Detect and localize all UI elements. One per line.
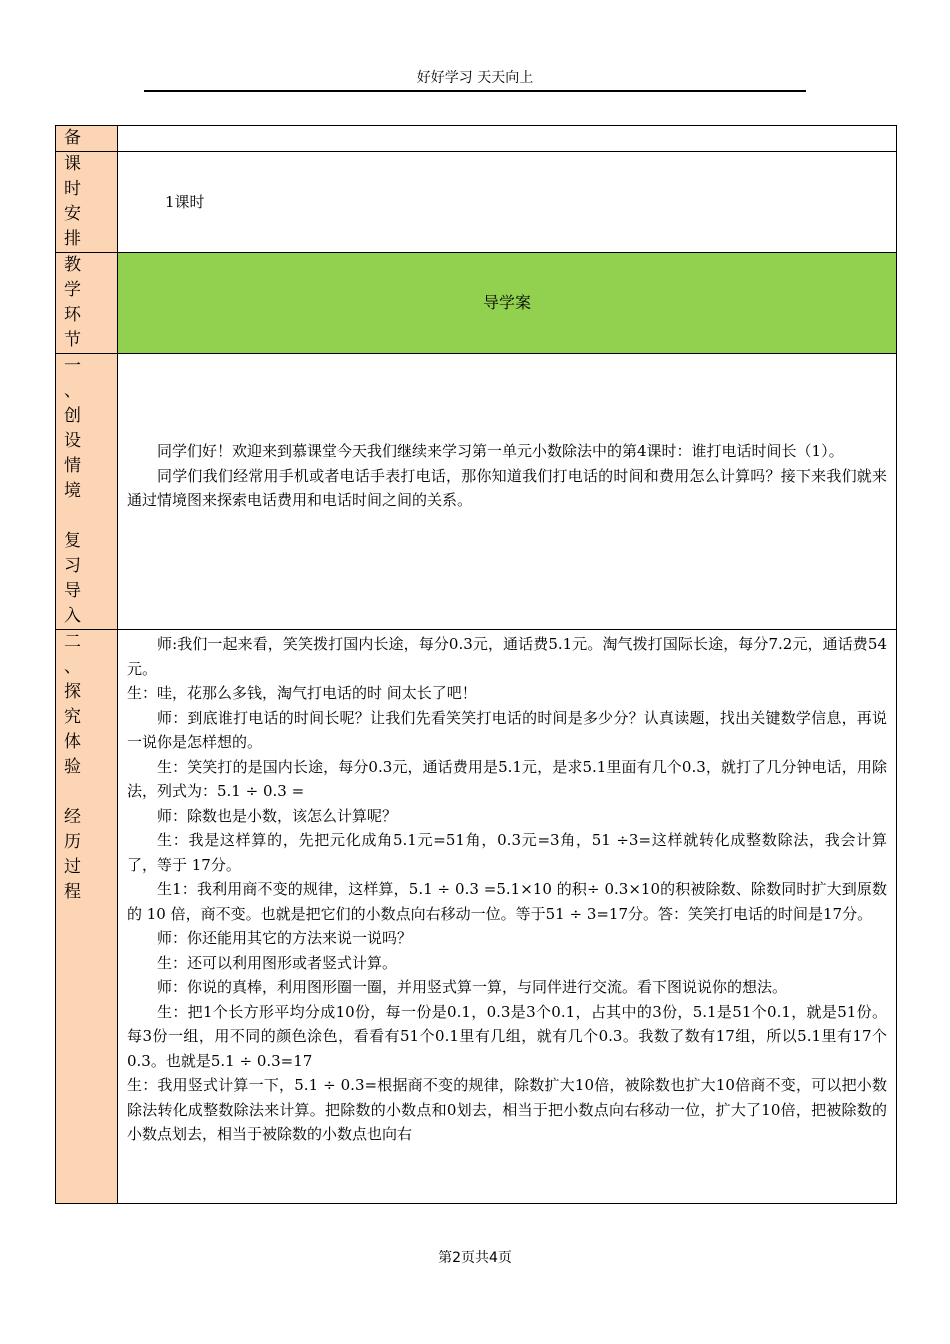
- paragraph: 同学们我们经常用手机或者电话手表打电话，那你知道我们打电话的时间和费用怎么计算吗？接下来我们就来通过情境图来探索电话费用和电话时间之间的关系。: [127, 466, 887, 509]
- row-label-section-two: [56, 630, 118, 1204]
- dialogue-paragraph: 生：笑笑打的是国内长途，每分0.3元，通话费用是5.1元，是求5.1里面有几个0.3，就打了几分钟电话，用除法，列式为：5.1 ÷ 0.3 =: [127, 757, 887, 800]
- dialogue-paragraph: 生：还可以利用图形或者竖式计算。: [157, 953, 398, 972]
- row-label-bei: [56, 126, 118, 152]
- page-header: 好好学习 天天向上: [144, 70, 806, 92]
- label-char: 导: [64, 581, 81, 601]
- lesson-plan-table: [55, 125, 897, 1204]
- label-char: 创: [64, 406, 81, 426]
- page-footer: 第2页共4页: [438, 1250, 512, 1266]
- dialogue-paragraph: 师：除数也是小数，该怎么计算呢？: [157, 806, 398, 825]
- dialogue-paragraph: 生：我是这样算的，先把元化成角5.1元=51角，0.3元=3角，51 ÷3=这样就转化成整数除法，我会计算了，等于 17分。: [127, 831, 887, 874]
- label-char: 境: [64, 481, 81, 501]
- label-char: 、: [64, 381, 81, 401]
- row-content-bei: [118, 126, 897, 152]
- label-char: 探: [64, 682, 81, 702]
- dialogue-paragraph: 生1：我利用商不变的规律，这样算，5.1 ÷ 0.3 =5.1×10 的积÷ 0.3×10的积被除数、除数同时扩大到原数的 10 倍，商不变。也就是把它们的小数点向右移动一位。等于51 ÷ 3=17分。答：笑笑打电话的时间是17分。: [127, 880, 887, 923]
- row-bei: [56, 126, 897, 152]
- dialogue-paragraph: 师：你还能用其它的方法来说一说吗？: [157, 929, 413, 947]
- label-char: 究: [64, 707, 81, 727]
- label-char: 安: [64, 204, 81, 224]
- row-label-class-time: [56, 152, 118, 253]
- label-char: 排: [64, 229, 81, 249]
- dialogue-paragraph: 生：哇，花那么多钱，淘气打电话的时 间太长了吧！: [127, 684, 477, 702]
- dialogue-paragraph: 生：我用竖式计算一下，5.1 ÷ 0.3=根据商不变的规律，除数扩大10倍，被除数也扩大10倍商不变，可以把小数除法转化成整数除法来计算。把除数的小数点和0划去，相当于把小数点向右移动一位，扩大了10倍，把被除数的小数点划去，相当于被除数的小数点也向右: [127, 1076, 887, 1143]
- label-gap: [64, 504, 117, 529]
- label-char: 体: [64, 732, 81, 752]
- dialogue-paragraph: 师:我们一起来看，笑笑拨打国内长途，每分0.3元，通话费5.1元。淘气拨打国际长途，每分7.2元，通话费54元。: [127, 635, 887, 678]
- class-time-value: 1课时: [165, 193, 205, 211]
- row-content-class-time: [118, 152, 897, 253]
- label-char: 教: [64, 255, 81, 275]
- dialogue-paragraph: 师：你说的真棒，利用图形圈一圈，并用竖式算一算，与同伴进行交流。看下图说说你的想法。: [157, 978, 788, 996]
- label-char: 环: [64, 305, 81, 325]
- label-char: 复: [64, 531, 81, 551]
- label-char: 节: [64, 330, 81, 350]
- dialogue-paragraph: 生：把1个长方形平均分成10份，每一份是0.1，0.3是3个0.1，占其中的3份，5.1是51个0.1，就是51份。每3份一组，用不同的颜色涂色，看看有51个0.1里有几组，就有几个0.3。我数了数有17组，所以5.1里有17个0.3。也就是5.1 ÷ 0.3=17: [127, 1002, 887, 1070]
- label-char: 入: [64, 606, 81, 626]
- row-label-teaching-link: [56, 253, 118, 354]
- row-section-two: [56, 630, 897, 1204]
- label-char: 验: [64, 757, 81, 777]
- row-section-one: [56, 354, 897, 630]
- dialogue-paragraph: 师：到底谁打电话的时间长呢？让我们先看笑笑打电话的时间是多少分？认真读题，找出关键数学信息，再说一说你是怎样想的。: [127, 708, 887, 751]
- row-content-section-one: [118, 354, 897, 630]
- label-char: 备: [64, 128, 81, 148]
- label-char: 习: [64, 556, 81, 576]
- label-char: 课: [64, 154, 81, 174]
- row-teaching-link: [56, 253, 897, 354]
- label-char: 过: [64, 857, 81, 877]
- label-char: 学: [64, 280, 81, 300]
- label-char: 、: [64, 657, 81, 677]
- row-label-section-one: [56, 354, 118, 630]
- label-char: 情: [64, 456, 81, 476]
- label-char: 经: [64, 807, 81, 827]
- label-char: 设: [64, 431, 81, 451]
- guided-study-heading: 导学案: [118, 253, 897, 354]
- row-content-section-two: [118, 630, 897, 1204]
- label-char: 时: [64, 179, 81, 199]
- paragraph: 同学们好！欢迎来到慕课堂今天我们继续来学习第一单元小数除法中的第4课时：谁打电话时间长（1）。: [157, 442, 844, 460]
- label-char: 程: [64, 882, 81, 902]
- label-char: 二: [64, 632, 81, 652]
- label-gap: [64, 780, 117, 805]
- row-class-time: [56, 152, 897, 253]
- label-char: 历: [64, 832, 81, 852]
- label-char: 一: [64, 356, 81, 376]
